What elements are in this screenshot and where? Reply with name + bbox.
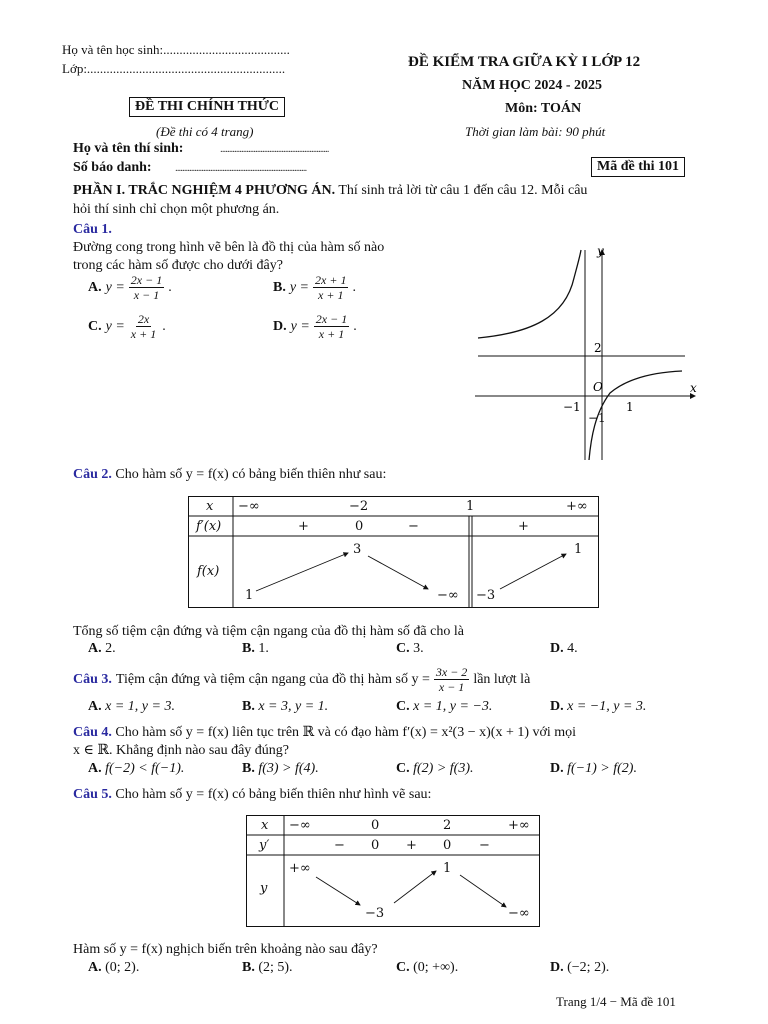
table-derivative-sign-3: +: [518, 519, 529, 534]
question-4-option-a[interactable]: [88, 761, 184, 777]
option-text: f(2) > f(3).: [413, 761, 474, 776]
option-letter: A.: [88, 761, 102, 776]
table-x-crit-1: −2: [349, 499, 369, 514]
part1-title: PHẦN I. TRẮC NGHIỆM 4 PHƯƠNG ÁN.: [73, 183, 336, 198]
question-2-variation-table: [188, 496, 599, 608]
question-2-option-c[interactable]: [396, 641, 424, 657]
table-function-header: y: [260, 881, 268, 896]
option-letter: D.: [273, 318, 287, 334]
table-derivative-zero-1: 0: [371, 838, 380, 853]
official-exam-box: ĐỀ THI CHÍNH THỨC: [129, 97, 285, 117]
option-text: 1.: [258, 641, 269, 656]
option-lhs: y =: [290, 318, 310, 334]
question-3-option-b[interactable]: [242, 699, 328, 715]
table-derivative-sign-1: +: [298, 519, 309, 534]
pages-note: (Đề thi có 4 trang): [156, 124, 254, 139]
table-y-value-4: −∞: [508, 906, 530, 921]
option-letter: B.: [273, 279, 286, 295]
question-5-label: Câu 5.: [73, 787, 112, 802]
option-lhs: y =: [105, 318, 125, 334]
question-5-option-b[interactable]: [242, 960, 293, 976]
table-y-value-2: −3: [365, 906, 385, 921]
fraction-numerator: 2x + 1: [315, 273, 347, 287]
table-x-pos-inf: +∞: [508, 818, 530, 833]
question-3-stem: [73, 665, 530, 694]
table-f-value-2: 3: [353, 542, 362, 557]
question-3-text-after: lần lượt là: [473, 671, 531, 687]
question-1-option-c[interactable]: C. y = $\frac{2x}{x + 1}$ .: [88, 312, 166, 341]
option-text: f(−1) > f(2).: [567, 761, 637, 776]
option-lhs: y =: [289, 279, 310, 295]
option-text: f(3) > f(4).: [258, 761, 319, 776]
fraction-numerator: 2x: [137, 312, 150, 326]
question-1-text-2: trong các hàm số được cho dưới đây?: [73, 258, 283, 273]
option-letter: B.: [242, 960, 255, 975]
subject-label: Môn: TOÁN: [505, 101, 582, 116]
question-2-label: Câu 2.: [73, 467, 112, 482]
question-3-option-a[interactable]: [88, 699, 175, 715]
fraction-numerator: 2x − 1: [130, 273, 163, 287]
option-letter: B.: [242, 699, 255, 714]
question-2-option-d[interactable]: [550, 641, 578, 657]
class-line: Lớp:.............................................................: [62, 61, 286, 76]
question-1-graph: [470, 238, 705, 463]
option-text: (−2; 2).: [567, 960, 610, 975]
option-text: (2; 5).: [258, 960, 293, 975]
x-tick-pos-1: 1: [626, 400, 634, 414]
option-fraction: [129, 312, 158, 341]
table-x-neg-inf: −∞: [289, 818, 311, 833]
candidate-id-label: Số báo danh:: [73, 160, 152, 175]
option-letter: D.: [550, 641, 564, 656]
question-5-option-a[interactable]: [88, 960, 139, 976]
question-2-text: Cho hàm số y = f(x) có bảng biến thiên như sau:: [115, 467, 387, 482]
question-5-text: Cho hàm số y = f(x) có bảng biến thiên như hình vẽ sau:: [115, 787, 432, 802]
question-5-question: Hàm số y = f(x) nghịch biến trên khoảng nào sau đây?: [73, 942, 378, 957]
table-derivative-zero-2: 0: [443, 838, 452, 853]
option-fraction: [313, 273, 348, 302]
question-3-text-before: Tiệm cận đứng và tiệm cận ngang của đồ thị hàm số y =: [115, 671, 430, 687]
table-x-header: x: [206, 499, 214, 514]
question-1-option-b[interactable]: B. y = $\frac{2x + 1}{x + 1}$ .: [273, 273, 356, 302]
question-2-stem: [73, 467, 386, 483]
option-letter: A.: [88, 641, 102, 656]
page-footer: Trang 1/4 − Mã đề 101: [556, 994, 676, 1009]
table-y-value-1: +∞: [289, 861, 311, 876]
question-4-option-c[interactable]: [396, 761, 474, 777]
part1-intro-2: hỏi thí sinh chỉ chọn một phương án.: [73, 202, 280, 217]
x-axis-label: x: [690, 381, 697, 395]
fraction-denominator: x + 1: [130, 327, 157, 341]
part1-heading: [73, 183, 587, 199]
option-fraction: [129, 273, 164, 302]
option-text: x = −1, y = 3.: [567, 699, 647, 714]
option-letter: C.: [88, 318, 102, 334]
option-letter: A.: [88, 699, 102, 714]
table-derivative-sign-2: +: [406, 838, 417, 853]
question-3-option-c[interactable]: [396, 699, 492, 715]
question-5-option-c[interactable]: [396, 960, 458, 976]
fraction-numerator: 3x − 2: [435, 665, 468, 679]
table-derivative-header: y′: [259, 838, 270, 853]
option-letter: C.: [396, 761, 410, 776]
option-text: (0; +∞).: [413, 960, 459, 975]
option-text: (0; 2).: [105, 960, 140, 975]
h-asymptote-label: 2: [594, 341, 602, 355]
fraction-denominator: x + 1: [318, 327, 345, 341]
table-x-crit-2: 2: [443, 818, 452, 833]
question-4-option-b[interactable]: [242, 761, 319, 777]
origin-label: O: [593, 380, 603, 394]
table-derivative-sign-2: −: [408, 519, 419, 534]
question-3-option-d[interactable]: [550, 699, 646, 715]
option-letter: C.: [396, 960, 410, 975]
option-text: x = 1, y = −3.: [413, 699, 493, 714]
table-f-value-1: 1: [245, 588, 254, 603]
table-x-header: x: [261, 818, 269, 833]
table-derivative-header: f′(x): [196, 519, 222, 534]
fraction-denominator: x − 1: [133, 288, 160, 302]
question-4-label: Câu 4.: [73, 725, 112, 740]
question-2-question: Tổng số tiệm cận đứng và tiệm cận ngang của đồ thị hàm số đã cho là: [73, 624, 464, 639]
option-text: f(−2) < f(−1).: [105, 761, 185, 776]
option-letter: C.: [396, 699, 410, 714]
option-letter: B.: [242, 641, 255, 656]
question-5-variation-table: [246, 815, 540, 927]
option-letter: A.: [88, 279, 102, 295]
question-4-text-2: x ∈ ℝ. Khẳng định nào sau đây đúng?: [73, 743, 290, 758]
question-4-stem: [73, 724, 576, 741]
fraction-denominator: x − 1: [438, 680, 465, 694]
question-1-option-a[interactable]: A. y = $\frac{2x - 1}{x - 1}$ .: [88, 273, 172, 302]
table-f-value-3: −∞: [437, 588, 459, 603]
table-x-crit-1: 0: [371, 818, 380, 833]
option-text: x = 1, y = 3.: [105, 699, 175, 714]
exam-code-box: Mã đề thi 101: [591, 157, 685, 177]
table-x-pos-inf: +∞: [566, 499, 588, 514]
question-4-option-d[interactable]: [550, 761, 637, 777]
question-1-option-d[interactable]: D. y = $\frac{2x - 1}{x + 1}$ .: [273, 312, 357, 341]
option-lhs: y =: [105, 279, 125, 295]
question-5-stem: [73, 787, 431, 803]
table-derivative-sign-3: −: [479, 838, 490, 853]
time-note: Thời gian làm bài: 90 phút: [465, 124, 606, 139]
option-letter: D.: [550, 960, 564, 975]
table-f-value-5: 1: [574, 542, 583, 557]
option-letter: B.: [242, 761, 255, 776]
question-3-label: Câu 3.: [73, 671, 112, 687]
candidate-id-dots: ...........................................................................: [175, 162, 307, 174]
candidate-name-label: Họ và tên thí sinh:: [73, 141, 184, 156]
option-text: 2.: [105, 641, 116, 656]
option-letter: D.: [550, 761, 564, 776]
option-letter: A.: [88, 960, 102, 975]
table-f-value-4: −3: [476, 588, 496, 603]
fraction-numerator: 2x − 1: [315, 312, 348, 326]
table-function-header: f(x): [197, 564, 220, 579]
table-derivative-zero: 0: [355, 519, 364, 534]
curve-left-branch: [478, 250, 581, 338]
exam-title: ĐỀ KIỂM TRA GIỮA KỲ I LỚP 12: [408, 54, 641, 70]
question-2-option-b[interactable]: [242, 641, 269, 657]
candidate-name-dots: ..............................................................: [220, 143, 329, 155]
question-3-fraction: [434, 665, 469, 694]
question-1-text-1: Đường cong trong hình vẽ bên là đồ thị của hàm số nào: [73, 240, 385, 255]
question-5-option-d[interactable]: [550, 960, 609, 976]
option-text: 4.: [567, 641, 578, 656]
table-y-value-3: 1: [443, 861, 452, 876]
option-fraction: [314, 312, 349, 341]
option-letter: D.: [550, 699, 564, 714]
school-year: NĂM HỌC 2024 - 2025: [462, 78, 602, 93]
y-axis-label: y: [597, 244, 604, 258]
option-letter: C.: [396, 641, 410, 656]
x-tick-neg-1: −1: [563, 400, 581, 414]
question-1-label: Câu 1.: [73, 222, 112, 237]
fraction-denominator: x + 1: [318, 288, 344, 302]
question-2-option-a[interactable]: [88, 641, 116, 657]
student-name-line: Họ và tên học sinh:.......................................: [62, 42, 290, 57]
y-tick-neg-1: −1: [588, 411, 606, 425]
part1-intro: Thí sinh trả lời từ câu 1 đến câu 12. Mỗi câu: [338, 183, 588, 198]
table-x-neg-inf: −∞: [238, 499, 260, 514]
question-4-text-1: Cho hàm số y = f(x) liên tục trên ℝ và có đạo hàm f′(x) = x²(3 − x)(x + 1) với mọi: [115, 725, 577, 740]
option-text: 3.: [413, 641, 424, 656]
option-text: x = 3, y = 1.: [258, 699, 329, 714]
table-x-crit-2: 1: [466, 499, 475, 514]
table-derivative-sign-1: −: [334, 838, 345, 853]
